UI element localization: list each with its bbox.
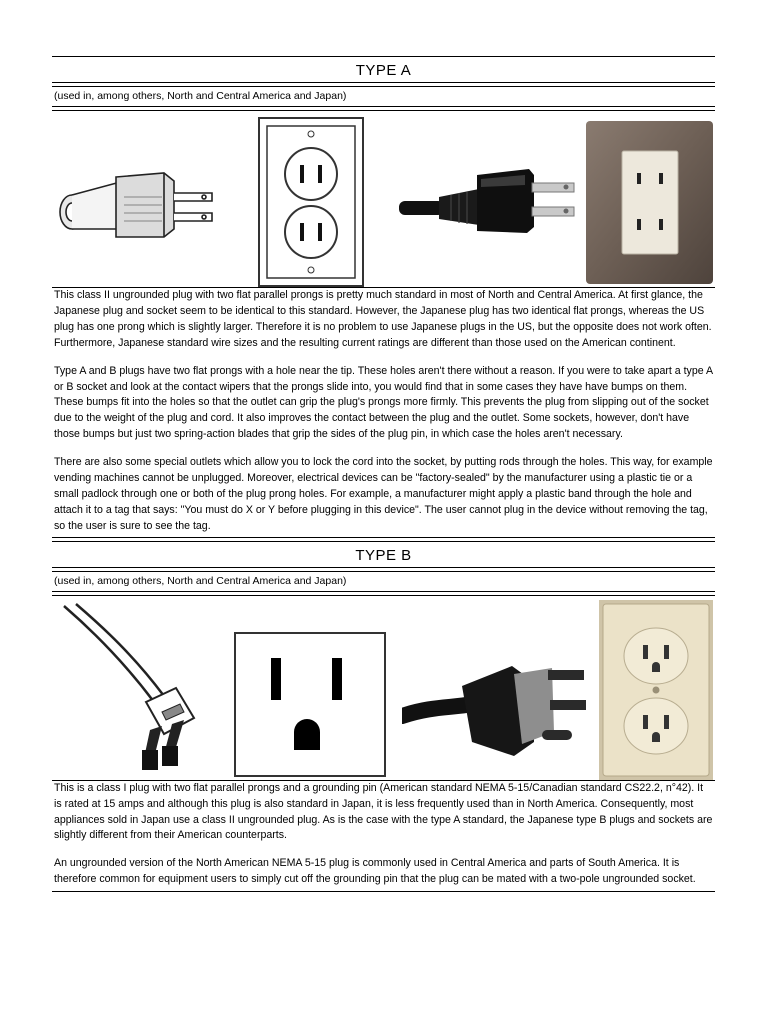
type-b-paragraph-2: An ungrounded version of the North American NEMA 5-15 plug is commonly used in Central America and parts of South America. It is therefore common for equipment users to simply cut off the grounding pin that the plug can be mated with a two-pole ungrounded socket. [54,857,696,886]
type-b-plug-photo [402,646,592,766]
type-a-paragraph-3: There are also some special outlets which allow you to lock the cord into the socket, by putting rods through the holes. This way, for example vending machines cannot be unplugged. Moreover, electrical devices can be "factory-sealed" by the manufacturer using a plastic tie or a small padlock through one or both of the plug prong holes. For example, a manufacturer might apply a plastic band through the hole and attach it to a tag that says: "You must do X or Y before plugging in this device". The user cannot plug in the device without removing the tag, so the user is sure to see the tag. [54,456,713,532]
type-a-socket-photo [586,121,713,284]
type-a-socket-drawing [258,117,364,287]
type-b-usage-note: (used in, among others, North and Central America and Japan) [54,574,347,587]
type-a-heading: TYPE A [355,62,412,79]
type-a-paragraph-2: Type A and B plugs have two flat prongs with a hole near the tip. These holes aren't there without a reason. If you were to take apart a type A or B socket and look at the contact wipers that the prongs slide into, you would find that in some cases they have have bumps on them. These bumps fit into the holes so that the outlet can grip the plug's prongs more firmly. This prevents the plug from slipping out of the socket due to the weight of the plug and cord. It also improves the contact between the plug and the outlet. Some sockets, however, don't have those bumps but just two spring-action blades that grip the sides of the plug pin, in which case the holes aren't necessary. [54,364,713,441]
type-b-heading: TYPE B [355,546,412,564]
type-b-image-row [52,596,715,780]
type-b-socket-drawing [234,632,386,777]
type-a-usage-note: (used in, among others, North and Central America and Japan) [54,90,347,102]
document-page [52,56,715,892]
type-b-paragraph-1: This is a class I plug with two flat parallel prongs and a grounding pin (American standard NEMA 5-15/Canadian standard CS22.2, n°42). It is rated at 15 amps and although this plug is also standard in Japan, it is less frequently used than in North America. Consequently, most appliances sold in Japan use a class II ungrounded plug. As is the case with the type A standard, the Japanese type B plugs and sockets are slightly different from their American counterparts. [54,781,713,842]
type-a-image-row [52,111,715,287]
bottom-rule [52,891,715,892]
type-a-plug-photo [399,155,579,245]
type-b-plug-drawing [54,602,204,777]
type-a-paragraph-1: This class II ungrounded plug with two flat parallel prongs is pretty much standard in most of North and Central America. At first glance, the Japanese plug and socket seem to be identical to this standard. However, the Japanese plug has two identical flat prongs, whereas the US plug has one prong which is slightly larger. Therefore it is no problem to use Japanese plugs in the US, but the opposite does not work often. Furthermore, Japanese standard wire sizes and the resulting current ratings are different than those used on the American continent. [54,289,712,349]
type-a-plug-drawing [54,167,219,247]
type-b-socket-photo [599,600,713,780]
